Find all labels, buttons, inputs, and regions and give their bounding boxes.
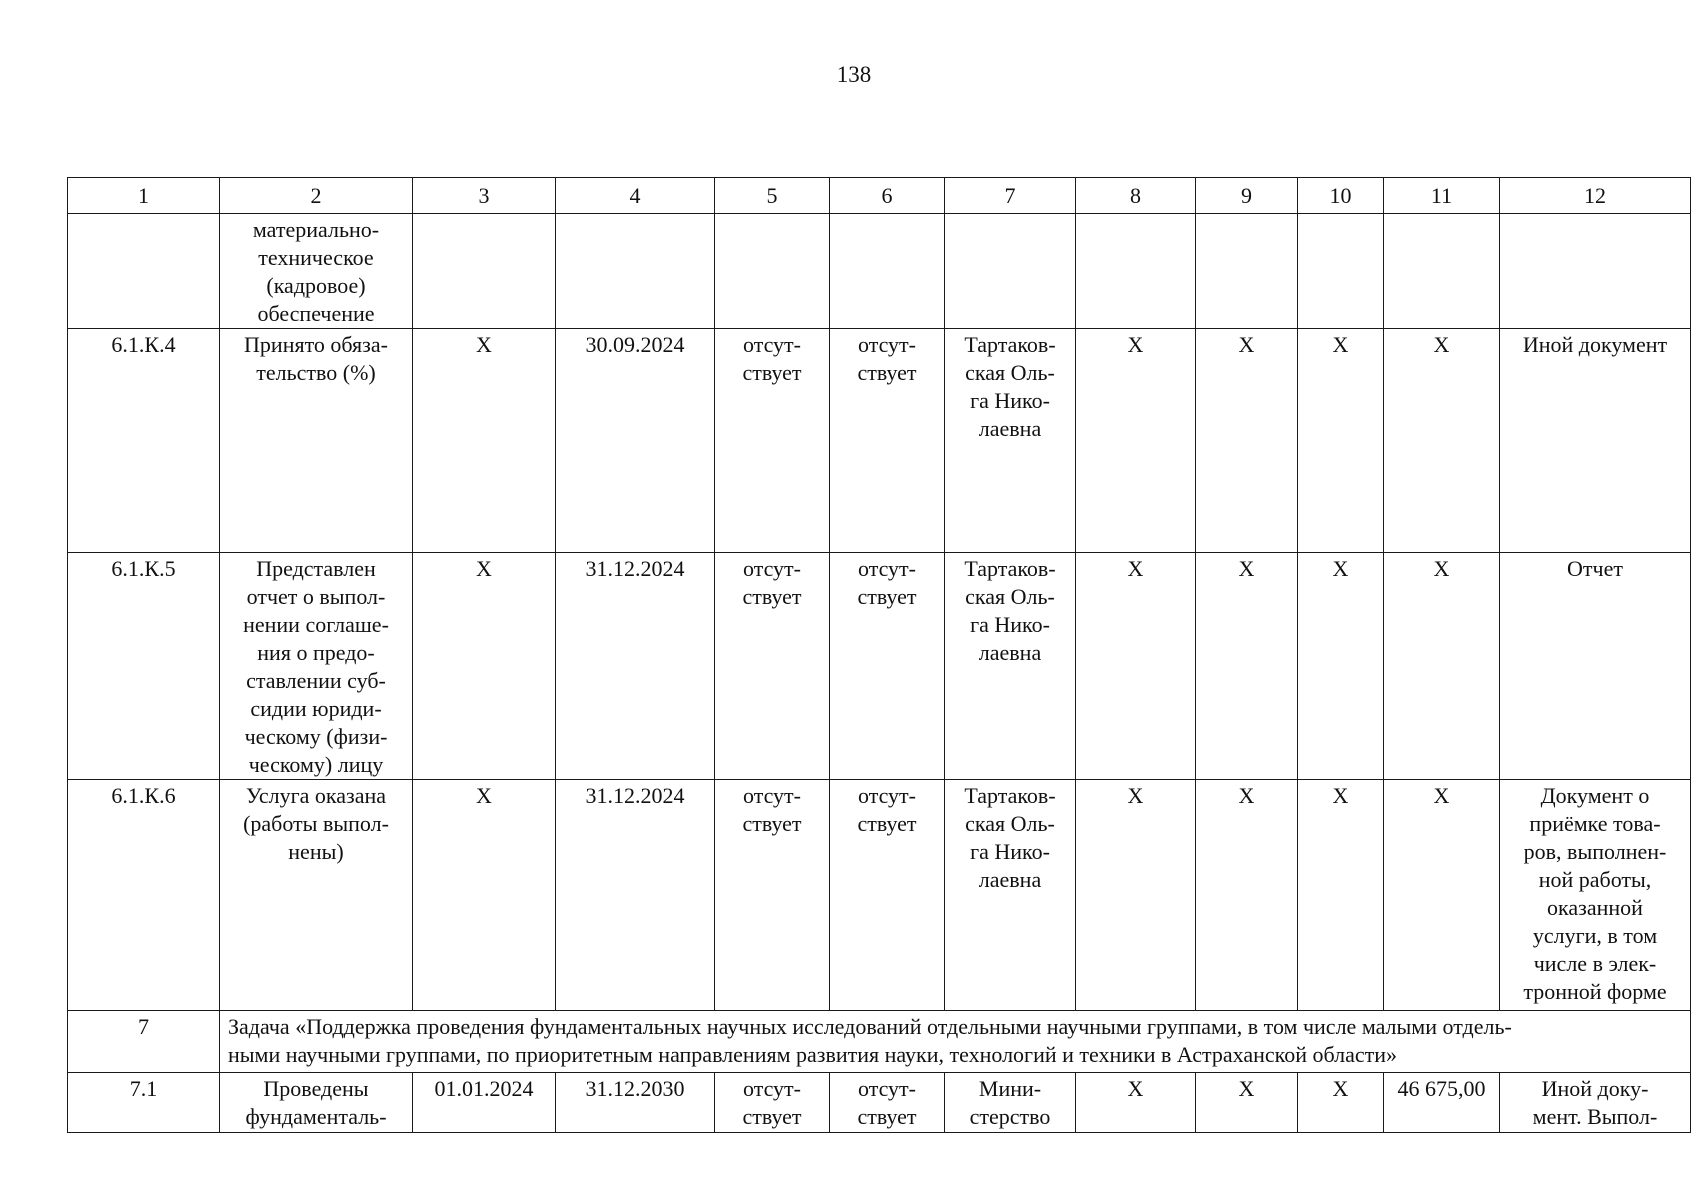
table-cell	[413, 214, 556, 329]
table-cell: отсут- ствует	[830, 329, 945, 553]
table-row	[68, 214, 1691, 329]
table-cell: X	[1298, 329, 1384, 553]
end-date-cell: 31.12.2030	[556, 1073, 715, 1133]
table-row	[68, 1073, 1691, 1133]
event-name-cell: Принято обяза- тельство (%)	[220, 329, 413, 553]
header-cell: 4	[556, 178, 715, 214]
event-name-cell: Проведены фундаменталь-	[220, 1073, 413, 1133]
table-cell: отсут- ствует	[715, 553, 830, 780]
header-cell: 5	[715, 178, 830, 214]
table-cell: отсут- ствует	[830, 780, 945, 1011]
document-type-cell: Иной доку- мент. Выпол-	[1500, 1073, 1691, 1133]
header-cell: 8	[1076, 178, 1196, 214]
document-type-cell: Документ о приёмке това- ров, выполнен- ной работы, оказанной услуги, в том числе в элек- тронной форме	[1500, 780, 1691, 1011]
table-cell: X	[1298, 780, 1384, 1011]
table-cell: X	[1298, 553, 1384, 780]
header-cell: 1	[68, 178, 220, 214]
row-number-cell	[68, 214, 220, 329]
table-header-row	[68, 178, 1691, 214]
end-date-cell: 31.12.2024	[556, 780, 715, 1011]
row-number-cell: 7	[68, 1011, 220, 1073]
table-cell: X	[1196, 1073, 1298, 1133]
table-cell: X	[1076, 1073, 1196, 1133]
responsible-cell: Тартаков- ская Оль- га Нико- лаевна	[945, 553, 1076, 780]
table-cell: X	[1076, 780, 1196, 1011]
table-cell: X	[1384, 780, 1500, 1011]
header-cell: 12	[1500, 178, 1691, 214]
responsible-cell: Тартаков- ская Оль- га Нико- лаевна	[945, 329, 1076, 553]
control-points-table	[67, 177, 1691, 1133]
header-cell: 7	[945, 178, 1076, 214]
table-cell	[1196, 214, 1298, 329]
header-cell: 6	[830, 178, 945, 214]
start-date-cell: X	[413, 780, 556, 1011]
row-number-cell: 6.1.К.6	[68, 780, 220, 1011]
table-cell: отсут- ствует	[830, 1073, 945, 1133]
table-cell	[1500, 214, 1691, 329]
header-cell: 2	[220, 178, 413, 214]
table-cell	[1298, 214, 1384, 329]
event-name-cell: Услуга оказана (работы выпол- нены)	[220, 780, 413, 1011]
task-title-cell: Задача «Поддержка проведения фундаментальных научных исследований отдельными научными группами, в том числе малыми отдель- ными научными группами, по приоритетным направлениям развития науки, технологий и техники в Астраханской области»	[220, 1011, 1691, 1073]
table-cell	[830, 214, 945, 329]
table-cell: X	[1384, 553, 1500, 780]
table-cell: X	[1298, 1073, 1384, 1133]
table-cell: X	[1196, 553, 1298, 780]
header-cell: 9	[1196, 178, 1298, 214]
table-cell: отсут- ствует	[830, 553, 945, 780]
event-name-cell: материально- техническое (кадровое) обеспечение	[220, 214, 413, 329]
responsible-cell: Мини- стерство	[945, 1073, 1076, 1133]
table-cell: X	[1384, 329, 1500, 553]
document-type-cell: Иной документ	[1500, 329, 1691, 553]
table-cell	[945, 214, 1076, 329]
table-cell: X	[1196, 329, 1298, 553]
table-cell: отсут- ствует	[715, 780, 830, 1011]
task-row	[68, 1011, 1691, 1073]
end-date-cell: 31.12.2024	[556, 553, 715, 780]
table-cell	[556, 214, 715, 329]
table-cell: X	[1196, 780, 1298, 1011]
header-cell: 3	[413, 178, 556, 214]
start-date-cell: 01.01.2024	[413, 1073, 556, 1133]
row-number-cell: 6.1.К.5	[68, 553, 220, 780]
start-date-cell: X	[413, 553, 556, 780]
document-type-cell: Отчет	[1500, 553, 1691, 780]
table-cell: X	[1076, 329, 1196, 553]
table-cell	[1384, 214, 1500, 329]
event-name-cell: Представлен отчет о выпол- нении соглаше- ния о предо- ставлении суб- сидии юриди- ческому (физи- ческому) лицу	[220, 553, 413, 780]
row-number-cell: 7.1	[68, 1073, 220, 1133]
table-row	[68, 553, 1691, 780]
page-number: 138	[836, 62, 872, 87]
funding-amount-cell: 46 675,00	[1384, 1073, 1500, 1133]
header-cell: 10	[1298, 178, 1384, 214]
table-cell	[715, 214, 830, 329]
table-cell: X	[1076, 553, 1196, 780]
header-cell: 11	[1384, 178, 1500, 214]
end-date-cell: 30.09.2024	[556, 329, 715, 553]
table-row	[68, 329, 1691, 553]
table-cell: отсут- ствует	[715, 329, 830, 553]
table-cell: отсут- ствует	[715, 1073, 830, 1133]
start-date-cell: X	[413, 329, 556, 553]
row-number-cell: 6.1.К.4	[68, 329, 220, 553]
table-row	[68, 780, 1691, 1011]
responsible-cell: Тартаков- ская Оль- га Нико- лаевна	[945, 780, 1076, 1011]
table-cell	[1076, 214, 1196, 329]
